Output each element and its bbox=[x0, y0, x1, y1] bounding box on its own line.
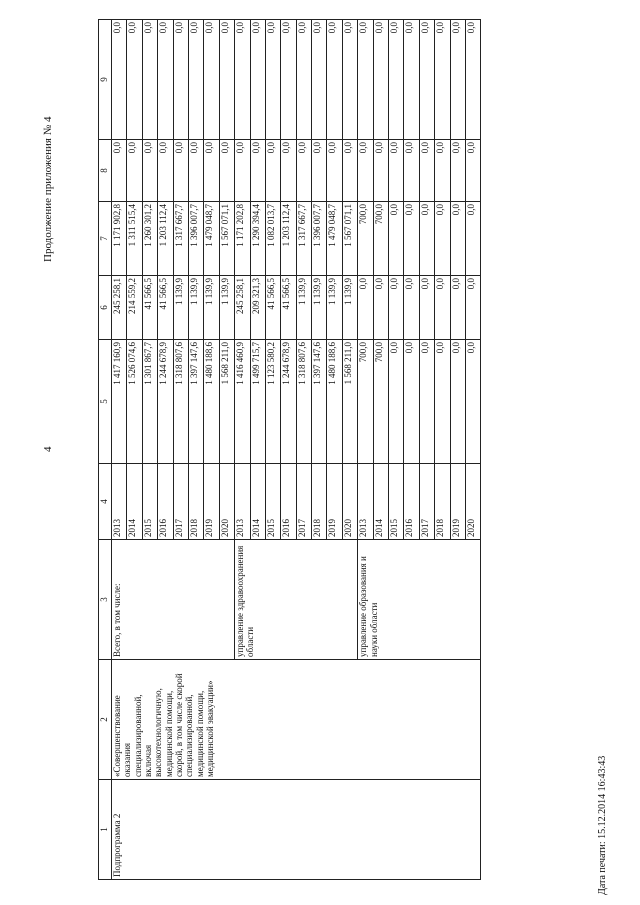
value-cell-c6: 0,0 bbox=[358, 276, 373, 340]
value-cell-c8: 0,0 bbox=[435, 140, 450, 202]
value-cell-c6: 1 139,9 bbox=[312, 276, 327, 340]
value-cell-c9: 0,0 bbox=[235, 20, 250, 140]
value-cell-c6: 1 139,9 bbox=[327, 276, 342, 340]
value-cell-c7: 1 171 902,8 bbox=[112, 202, 127, 276]
value-cell-c8: 0,0 bbox=[419, 140, 434, 202]
year-cell: 2014 bbox=[127, 464, 142, 540]
value-cell-c6: 0,0 bbox=[465, 276, 480, 340]
value-cell-c6: 245 258,1 bbox=[235, 276, 250, 340]
year-cell: 2015 bbox=[389, 464, 404, 540]
value-cell-c5: 1 318 807,6 bbox=[296, 340, 311, 464]
value-cell-c7: 1 479 048,7 bbox=[204, 202, 219, 276]
value-cell-c8: 0,0 bbox=[404, 140, 419, 202]
value-cell-c9: 0,0 bbox=[342, 20, 357, 140]
value-cell-c6: 1 139,9 bbox=[188, 276, 203, 340]
value-cell-c5: 0,0 bbox=[465, 340, 480, 464]
value-cell-c5: 1 318 807,6 bbox=[173, 340, 188, 464]
value-cell-c8: 0,0 bbox=[235, 140, 250, 202]
col-header-2: 2 bbox=[99, 660, 112, 780]
value-cell-c5: 1 480 188,6 bbox=[204, 340, 219, 464]
value-cell-c7: 0,0 bbox=[419, 202, 434, 276]
value-cell-c8: 0,0 bbox=[281, 140, 296, 202]
value-cell-c5: 1 480 188,6 bbox=[327, 340, 342, 464]
value-cell-c5: 0,0 bbox=[389, 340, 404, 464]
value-cell-c8: 0,0 bbox=[173, 140, 188, 202]
value-cell-c7: 700,0 bbox=[358, 202, 373, 276]
value-cell-c9: 0,0 bbox=[435, 20, 450, 140]
value-cell-c8: 0,0 bbox=[342, 140, 357, 202]
year-cell: 2020 bbox=[465, 464, 480, 540]
value-cell-c8: 0,0 bbox=[142, 140, 157, 202]
year-cell: 2020 bbox=[342, 464, 357, 540]
description-cell: «Совершенствование оказания специализированной, включая высокотехнологичную, медицинской помощи, скорой, в том числе скорой специализированной, медицинской помощи, медицинской эвакуации» bbox=[112, 660, 481, 780]
value-cell-c7: 1 311 515,4 bbox=[127, 202, 142, 276]
value-cell-c8: 0,0 bbox=[265, 140, 280, 202]
value-cell-c9: 0,0 bbox=[389, 20, 404, 140]
year-cell: 2019 bbox=[204, 464, 219, 540]
value-cell-c8: 0,0 bbox=[389, 140, 404, 202]
year-cell: 2013 bbox=[235, 464, 250, 540]
value-cell-c8: 0,0 bbox=[358, 140, 373, 202]
executor-cell: управление здравоохранения области bbox=[235, 540, 358, 660]
value-cell-c6: 214 559,2 bbox=[127, 276, 142, 340]
value-cell-c5: 0,0 bbox=[435, 340, 450, 464]
value-cell-c7: 0,0 bbox=[450, 202, 465, 276]
year-cell: 2018 bbox=[435, 464, 450, 540]
value-cell-c9: 0,0 bbox=[450, 20, 465, 140]
value-cell-c9: 0,0 bbox=[188, 20, 203, 140]
year-cell: 2015 bbox=[265, 464, 280, 540]
year-cell: 2018 bbox=[312, 464, 327, 540]
col-header-9: 9 bbox=[99, 20, 112, 140]
year-cell: 2016 bbox=[158, 464, 173, 540]
value-cell-c6: 41 566,5 bbox=[142, 276, 157, 340]
value-cell-c9: 0,0 bbox=[327, 20, 342, 140]
value-cell-c7: 1 290 394,4 bbox=[250, 202, 265, 276]
value-cell-c9: 0,0 bbox=[112, 20, 127, 140]
value-cell-c7: 1 082 013,7 bbox=[265, 202, 280, 276]
value-cell-c8: 0,0 bbox=[204, 140, 219, 202]
value-cell-c9: 0,0 bbox=[204, 20, 219, 140]
year-cell: 2019 bbox=[450, 464, 465, 540]
value-cell-c9: 0,0 bbox=[419, 20, 434, 140]
value-cell-c5: 700,0 bbox=[373, 340, 388, 464]
value-cell-c5: 1 568 211,0 bbox=[219, 340, 234, 464]
value-cell-c7: 1 203 112,4 bbox=[158, 202, 173, 276]
value-cell-c5: 1 526 074,6 bbox=[127, 340, 142, 464]
executor-cell: управление образования и науки области bbox=[358, 540, 481, 660]
print-date: Дата печати: 15.12.2014 16:43:43 bbox=[597, 755, 608, 895]
value-cell-c5: 0,0 bbox=[419, 340, 434, 464]
value-cell-c6: 1 139,9 bbox=[296, 276, 311, 340]
value-cell-c9: 0,0 bbox=[312, 20, 327, 140]
value-cell-c5: 1 301 867,7 bbox=[142, 340, 157, 464]
value-cell-c5: 1 123 580,2 bbox=[265, 340, 280, 464]
value-cell-c6: 1 139,9 bbox=[173, 276, 188, 340]
value-cell-c9: 0,0 bbox=[127, 20, 142, 140]
year-cell: 2015 bbox=[142, 464, 157, 540]
value-cell-c9: 0,0 bbox=[281, 20, 296, 140]
value-cell-c9: 0,0 bbox=[404, 20, 419, 140]
value-cell-c6: 0,0 bbox=[389, 276, 404, 340]
value-cell-c6: 0,0 bbox=[404, 276, 419, 340]
value-cell-c5: 1 417 160,9 bbox=[112, 340, 127, 464]
value-cell-c7: 1 317 667,7 bbox=[173, 202, 188, 276]
page-number: 4 bbox=[42, 446, 54, 452]
value-cell-c8: 0,0 bbox=[112, 140, 127, 202]
value-cell-c7: 0,0 bbox=[465, 202, 480, 276]
value-cell-c6: 41 566,5 bbox=[265, 276, 280, 340]
value-cell-c6: 0,0 bbox=[419, 276, 434, 340]
table-row bbox=[112, 20, 127, 880]
value-cell-c7: 1 203 112,4 bbox=[281, 202, 296, 276]
value-cell-c8: 0,0 bbox=[188, 140, 203, 202]
budget-table bbox=[98, 19, 481, 880]
value-cell-c8: 0,0 bbox=[219, 140, 234, 202]
value-cell-c6: 245 258,1 bbox=[112, 276, 127, 340]
value-cell-c9: 0,0 bbox=[158, 20, 173, 140]
table-body bbox=[112, 20, 481, 880]
value-cell-c9: 0,0 bbox=[142, 20, 157, 140]
value-cell-c7: 1 567 071,1 bbox=[342, 202, 357, 276]
value-cell-c8: 0,0 bbox=[327, 140, 342, 202]
value-cell-c7: 1 396 007,7 bbox=[188, 202, 203, 276]
year-cell: 2014 bbox=[373, 464, 388, 540]
program-cell: Подпрограмма 2 bbox=[112, 780, 481, 880]
value-cell-c8: 0,0 bbox=[296, 140, 311, 202]
value-cell-c7: 1 317 667,7 bbox=[296, 202, 311, 276]
value-cell-c7: 0,0 bbox=[404, 202, 419, 276]
value-cell-c7: 0,0 bbox=[435, 202, 450, 276]
value-cell-c7: 700,0 bbox=[373, 202, 388, 276]
value-cell-c6: 0,0 bbox=[435, 276, 450, 340]
value-cell-c9: 0,0 bbox=[373, 20, 388, 140]
value-cell-c7: 0,0 bbox=[389, 202, 404, 276]
year-cell: 2017 bbox=[419, 464, 434, 540]
value-cell-c7: 1 479 048,7 bbox=[327, 202, 342, 276]
value-cell-c8: 0,0 bbox=[158, 140, 173, 202]
value-cell-c7: 1 567 071,1 bbox=[219, 202, 234, 276]
appendix-title: Продолжение приложения № 4 bbox=[42, 116, 54, 262]
value-cell-c9: 0,0 bbox=[265, 20, 280, 140]
year-cell: 2019 bbox=[327, 464, 342, 540]
value-cell-c7: 1 171 202,8 bbox=[235, 202, 250, 276]
year-cell: 2014 bbox=[250, 464, 265, 540]
col-header-3: 3 bbox=[99, 540, 112, 660]
value-cell-c6: 0,0 bbox=[450, 276, 465, 340]
value-cell-c8: 0,0 bbox=[450, 140, 465, 202]
col-header-5: 5 bbox=[99, 340, 112, 464]
column-number-row bbox=[99, 20, 112, 880]
value-cell-c5: 0,0 bbox=[404, 340, 419, 464]
value-cell-c5: 1 244 678,9 bbox=[158, 340, 173, 464]
year-cell: 2017 bbox=[296, 464, 311, 540]
year-cell: 2016 bbox=[281, 464, 296, 540]
value-cell-c6: 209 321,3 bbox=[250, 276, 265, 340]
year-cell: 2018 bbox=[188, 464, 203, 540]
value-cell-c6: 1 139,9 bbox=[219, 276, 234, 340]
col-header-7: 7 bbox=[99, 202, 112, 276]
value-cell-c9: 0,0 bbox=[358, 20, 373, 140]
col-header-1: 1 bbox=[99, 780, 112, 880]
value-cell-c8: 0,0 bbox=[250, 140, 265, 202]
value-cell-c5: 1 397 147,6 bbox=[312, 340, 327, 464]
value-cell-c5: 1 568 211,0 bbox=[342, 340, 357, 464]
value-cell-c9: 0,0 bbox=[219, 20, 234, 140]
value-cell-c5: 1 416 460,9 bbox=[235, 340, 250, 464]
value-cell-c9: 0,0 bbox=[296, 20, 311, 140]
year-cell: 2017 bbox=[173, 464, 188, 540]
value-cell-c6: 41 566,5 bbox=[158, 276, 173, 340]
value-cell-c7: 1 260 301,2 bbox=[142, 202, 157, 276]
value-cell-c6: 0,0 bbox=[373, 276, 388, 340]
value-cell-c5: 1 499 715,7 bbox=[250, 340, 265, 464]
value-cell-c7: 1 396 007,7 bbox=[312, 202, 327, 276]
value-cell-c5: 0,0 bbox=[450, 340, 465, 464]
value-cell-c8: 0,0 bbox=[373, 140, 388, 202]
value-cell-c6: 41 566,5 bbox=[281, 276, 296, 340]
value-cell-c5: 1 244 678,9 bbox=[281, 340, 296, 464]
col-header-8: 8 bbox=[99, 140, 112, 202]
value-cell-c9: 0,0 bbox=[250, 20, 265, 140]
year-cell: 2013 bbox=[112, 464, 127, 540]
year-cell: 2020 bbox=[219, 464, 234, 540]
year-cell: 2016 bbox=[404, 464, 419, 540]
value-cell-c8: 0,0 bbox=[127, 140, 142, 202]
value-cell-c6: 1 139,9 bbox=[204, 276, 219, 340]
year-cell: 2013 bbox=[358, 464, 373, 540]
value-cell-c8: 0,0 bbox=[312, 140, 327, 202]
col-header-4: 4 bbox=[99, 464, 112, 540]
value-cell-c8: 0,0 bbox=[465, 140, 480, 202]
value-cell-c9: 0,0 bbox=[465, 20, 480, 140]
executor-cell: Всего, в том числе: bbox=[112, 540, 235, 660]
budget-table-wrapper bbox=[98, 20, 508, 880]
value-cell-c5: 700,0 bbox=[358, 340, 373, 464]
col-header-6: 6 bbox=[99, 276, 112, 340]
value-cell-c6: 1 139,9 bbox=[342, 276, 357, 340]
value-cell-c9: 0,0 bbox=[173, 20, 188, 140]
value-cell-c5: 1 397 147,6 bbox=[188, 340, 203, 464]
